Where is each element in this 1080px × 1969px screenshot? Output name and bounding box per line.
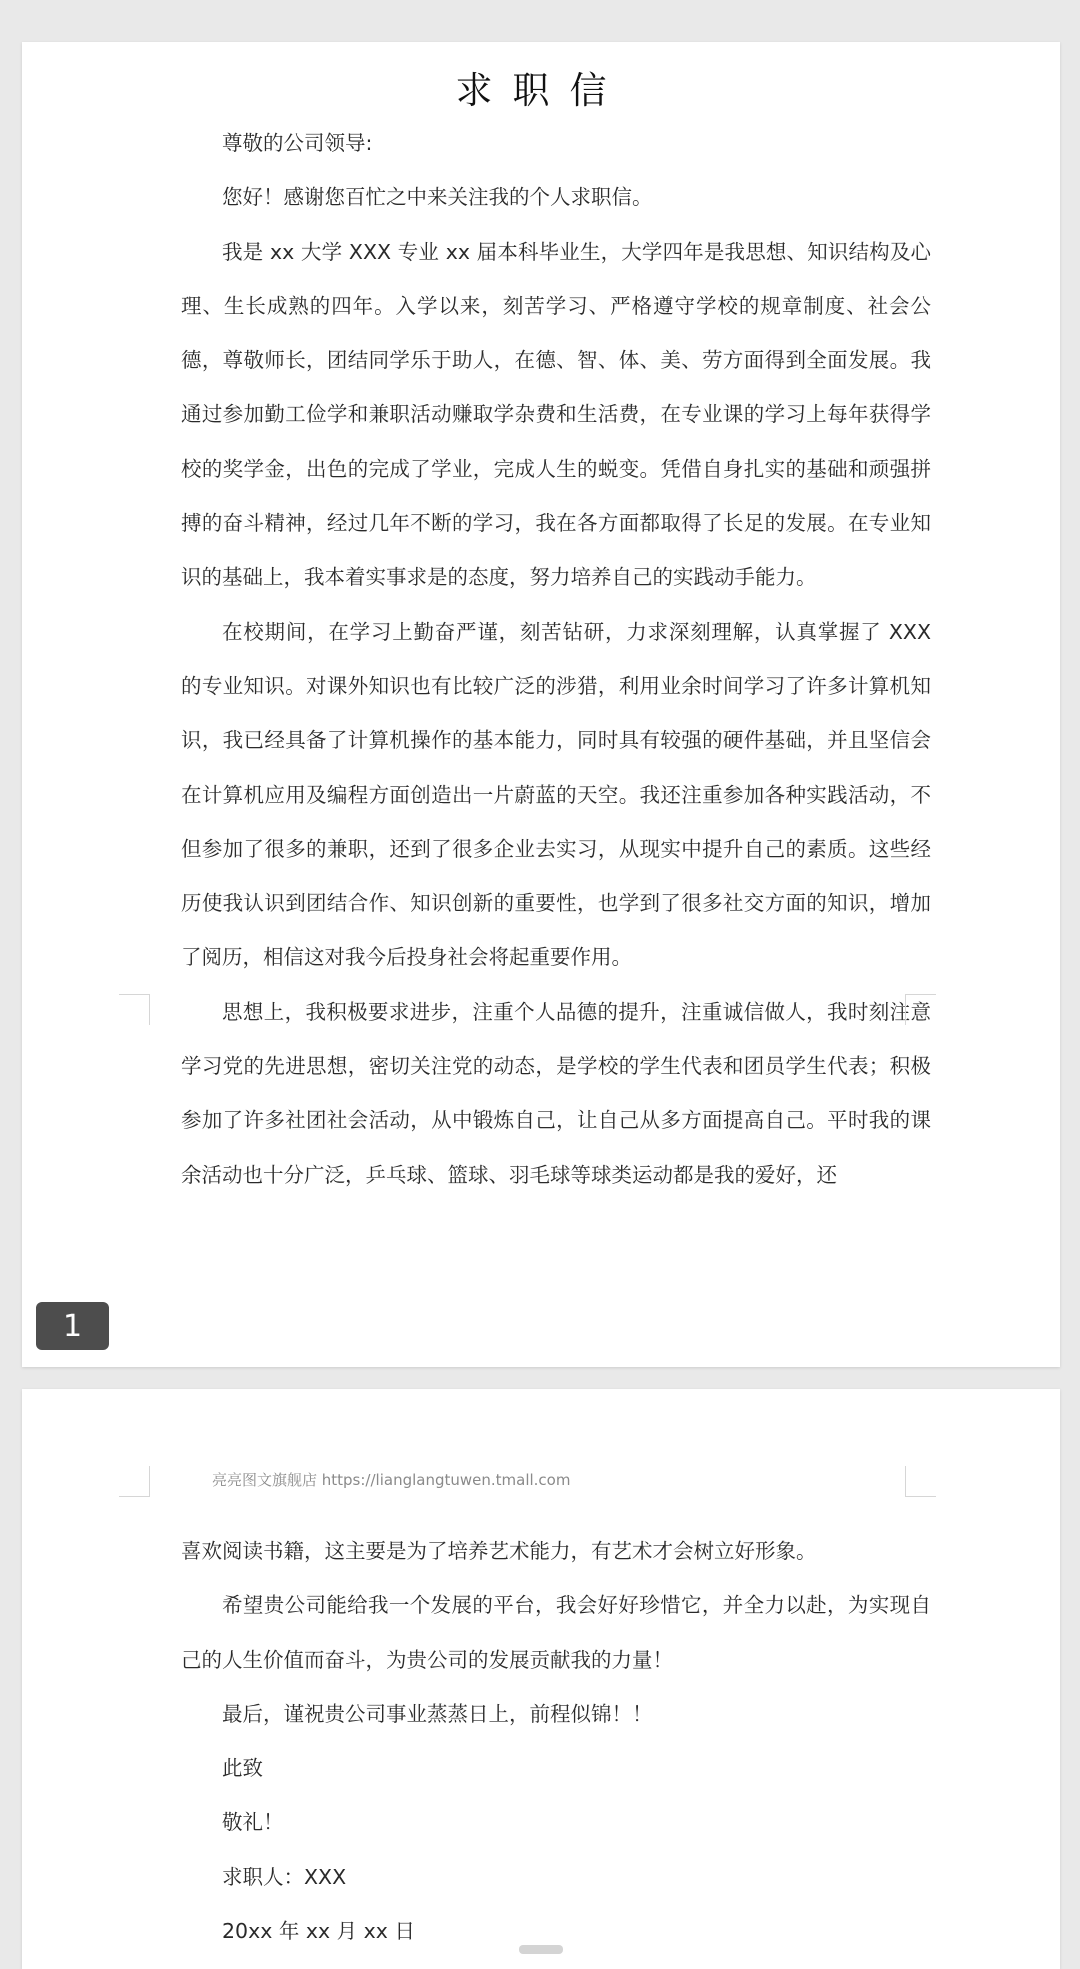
introduction-paragraph: 我是 xx 大学 XXX 专业 xx 届本科毕业生，大学四年是我思想、知识结构及心理、生长成熟的四年。入学以来，刻苦学习、严格遵守学校的规章制度、社会公德，尊敬师长，团结同学乐于助人，在德、智、体、美、劳方面得到全面发展。我通过参加勤工俭学和兼职活动赚取学杂费和生活费，在专业课的学习上每年获得学校的奖学金，出色的完成了学业，完成人生的蜕变。凭借自身扎实的基础和顽强拼搏的奋斗精神，经过几年不断的学习，我在各方面都取得了长足的发展。在专业知识的基础上，我本着实事求是的态度，努力培养自己的实践动手能力。 (181, 239, 931, 590)
scroll-handle[interactable] (519, 1945, 563, 1954)
closing-jingli: 敬礼！ (222, 1810, 284, 1835)
wishes-paragraph: 最后，谨祝贵公司事业蒸蒸日上，前程似锦！！ (222, 1701, 653, 1726)
page-1-body (181, 116, 931, 1202)
ideology-paragraph: 思想上，我积极要求进步，注重个人品德的提升，注重诚信做人，我时刻注意学习党的先进思想，密切关注党的动态，是学校的学生代表和团员学生代表；积极参加了许多社团社会活动，从中锻炼自己，让自己从多方面提高自己。平时我的课余活动也十分广泛，乒乓球、篮球、羽毛球等球类运动都是我的爱好，还 (181, 999, 931, 1187)
margin-corner-mark (905, 994, 936, 1025)
closing-cizhi: 此致 (222, 1756, 263, 1781)
document-page-2 (22, 1389, 1060, 1969)
study-paragraph: 在校期间，在学习上勤奋严谨，刻苦钻研，力求深刻理解，认真掌握了 XXX 的专业知识。对课外知识也有比较广泛的涉猎，利用业余时间学习了许多计算机知识，我已经具备了计算机操作的基本能力，同时具有较强的硬件基础，并且坚信会在计算机应用及编程方面创造出一片蔚蓝的天空。我还注重参加各种实践活动，不但参加了很多的兼职，还到了很多企业去实习，从现实中提升自己的素质。这些经历使我认识到团结合作、知识创新的重要性，也学到了很多社交方面的知识，增加了阅历，相信这对我今后投身社会将起重要作用。 (181, 619, 931, 970)
margin-corner-mark (119, 1466, 150, 1497)
salutation: 尊敬的公司领导: (222, 131, 373, 155)
hobby-continuation-paragraph: 喜欢阅读书籍，这主要是为了培养艺术能力，有艺术才会树立好形象。 (181, 1539, 817, 1563)
margin-corner-mark (905, 1466, 936, 1497)
greeting-paragraph: 您好！感谢您百忙之中来关注我的个人求职信。 (222, 185, 653, 210)
hope-paragraph: 希望贵公司能给我一个发展的平台，我会好好珍惜它，并全力以赴，为实现自己的人生价值而奋斗，为贵公司的发展贡献我的力量！ (181, 1593, 931, 1672)
page-number-badge: 1 (36, 1302, 109, 1350)
shop-watermark: 亮亮图文旗舰店 https://lianglangtuwen.tmall.com (212, 1471, 571, 1489)
document-title: 求职信 (455, 69, 627, 112)
applicant-signature: 求职人：XXX (222, 1864, 347, 1889)
document-page-1 (22, 42, 1060, 1367)
margin-corner-mark (119, 994, 150, 1025)
letter-date: 20xx 年 xx 月 xx 日 (222, 1919, 415, 1944)
page-2-body (181, 1524, 931, 1958)
